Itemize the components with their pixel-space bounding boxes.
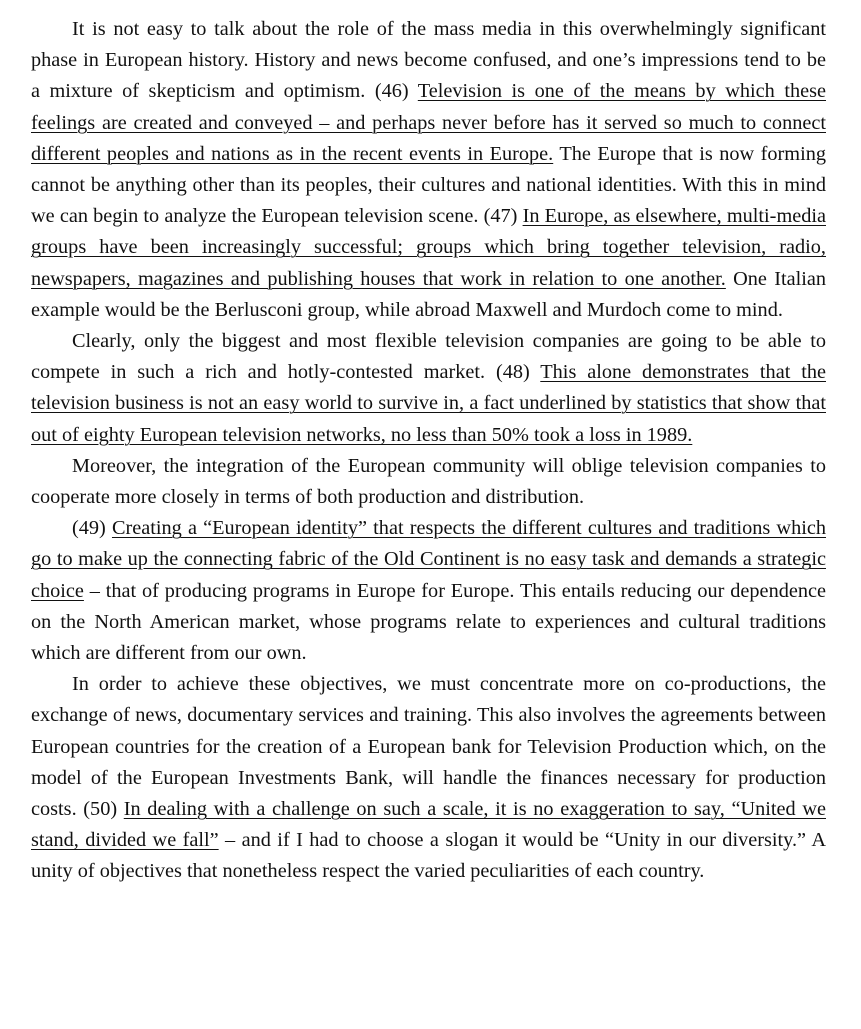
text-segment: It is not easy to talk about the role of the mass media in this overwhelmingly significant phase in European history. History and news become confused, and one’s impressions tend to be a mixture of skepticism and optimism. (46) xyxy=(31,18,826,103)
text-segment: Moreover, the integration of the European community will oblige television companies to cooperate more closely in terms of both production and distribution. xyxy=(31,454,826,509)
text-segment: In order to achieve these objectives, we must concentrate more on co-productions, the exchange of news, documentary services and training. This also involves the agreements between European countries for the creation of a European bank for Television Production which, on the model of the European Investments Bank, will handle the finances necessary for production costs. (50) xyxy=(31,673,826,821)
paragraph-1 xyxy=(31,14,826,326)
text-segment: – that of producing programs in Europe for Europe. This entails reducing our dependence on the North American market, whose programs relate to experiences and cultural traditions which are different from our own. xyxy=(31,579,826,665)
underlined-passage-46: Television is one of the means by which these feelings are created and conveyed – and perhaps never before has it served so much to connect different peoples and nations as in the recent events in Europe. xyxy=(31,80,826,165)
paragraph-5 xyxy=(31,669,826,887)
paragraph-3 xyxy=(31,451,826,513)
underlined-passage-50: In dealing with a challenge on such a scale, it is no exaggeration to say, “United we stand, divided we fall” xyxy=(31,798,826,852)
underlined-passage-48: This alone demonstrates that the television business is not an easy world to survive in, a fact underlined by statistics that show that out of eighty European television networks, no less than 50% took a loss in 1989. xyxy=(31,361,826,446)
text-segment: – and if I had to choose a slogan it would be “Unity in our diversity.” A unity of objectives that nonetheless respect the varied peculiarities of each country. xyxy=(31,829,826,883)
text-segment: (49) xyxy=(72,517,112,540)
underlined-passage-47: In Europe, as elsewhere, multi-media groups have been increasingly successful; groups which bring together television, radio, newspapers, magazines and publishing houses that work in relation to one another. xyxy=(31,205,826,290)
paragraph-2 xyxy=(31,326,826,451)
document-body xyxy=(31,14,826,888)
text-segment: The Europe that is now forming cannot be anything other than its peoples, their cultures and national identities. With this in mind we can begin to analyze the European television scene. (47) xyxy=(31,142,826,228)
text-segment: Clearly, only the biggest and most flexible television companies are going to be able to compete in such a rich and hotly-contested market. (48) xyxy=(31,330,826,384)
text-segment: One Italian example would be the Berlusconi group, while abroad Maxwell and Murdoch come to mind. xyxy=(31,267,826,321)
paragraph-4 xyxy=(31,513,826,669)
underlined-passage-49: Creating a “European identity” that respects the different cultures and traditions which go to make up the connecting fabric of the Old Continent is no easy task and demands a strategic choice xyxy=(31,517,827,602)
